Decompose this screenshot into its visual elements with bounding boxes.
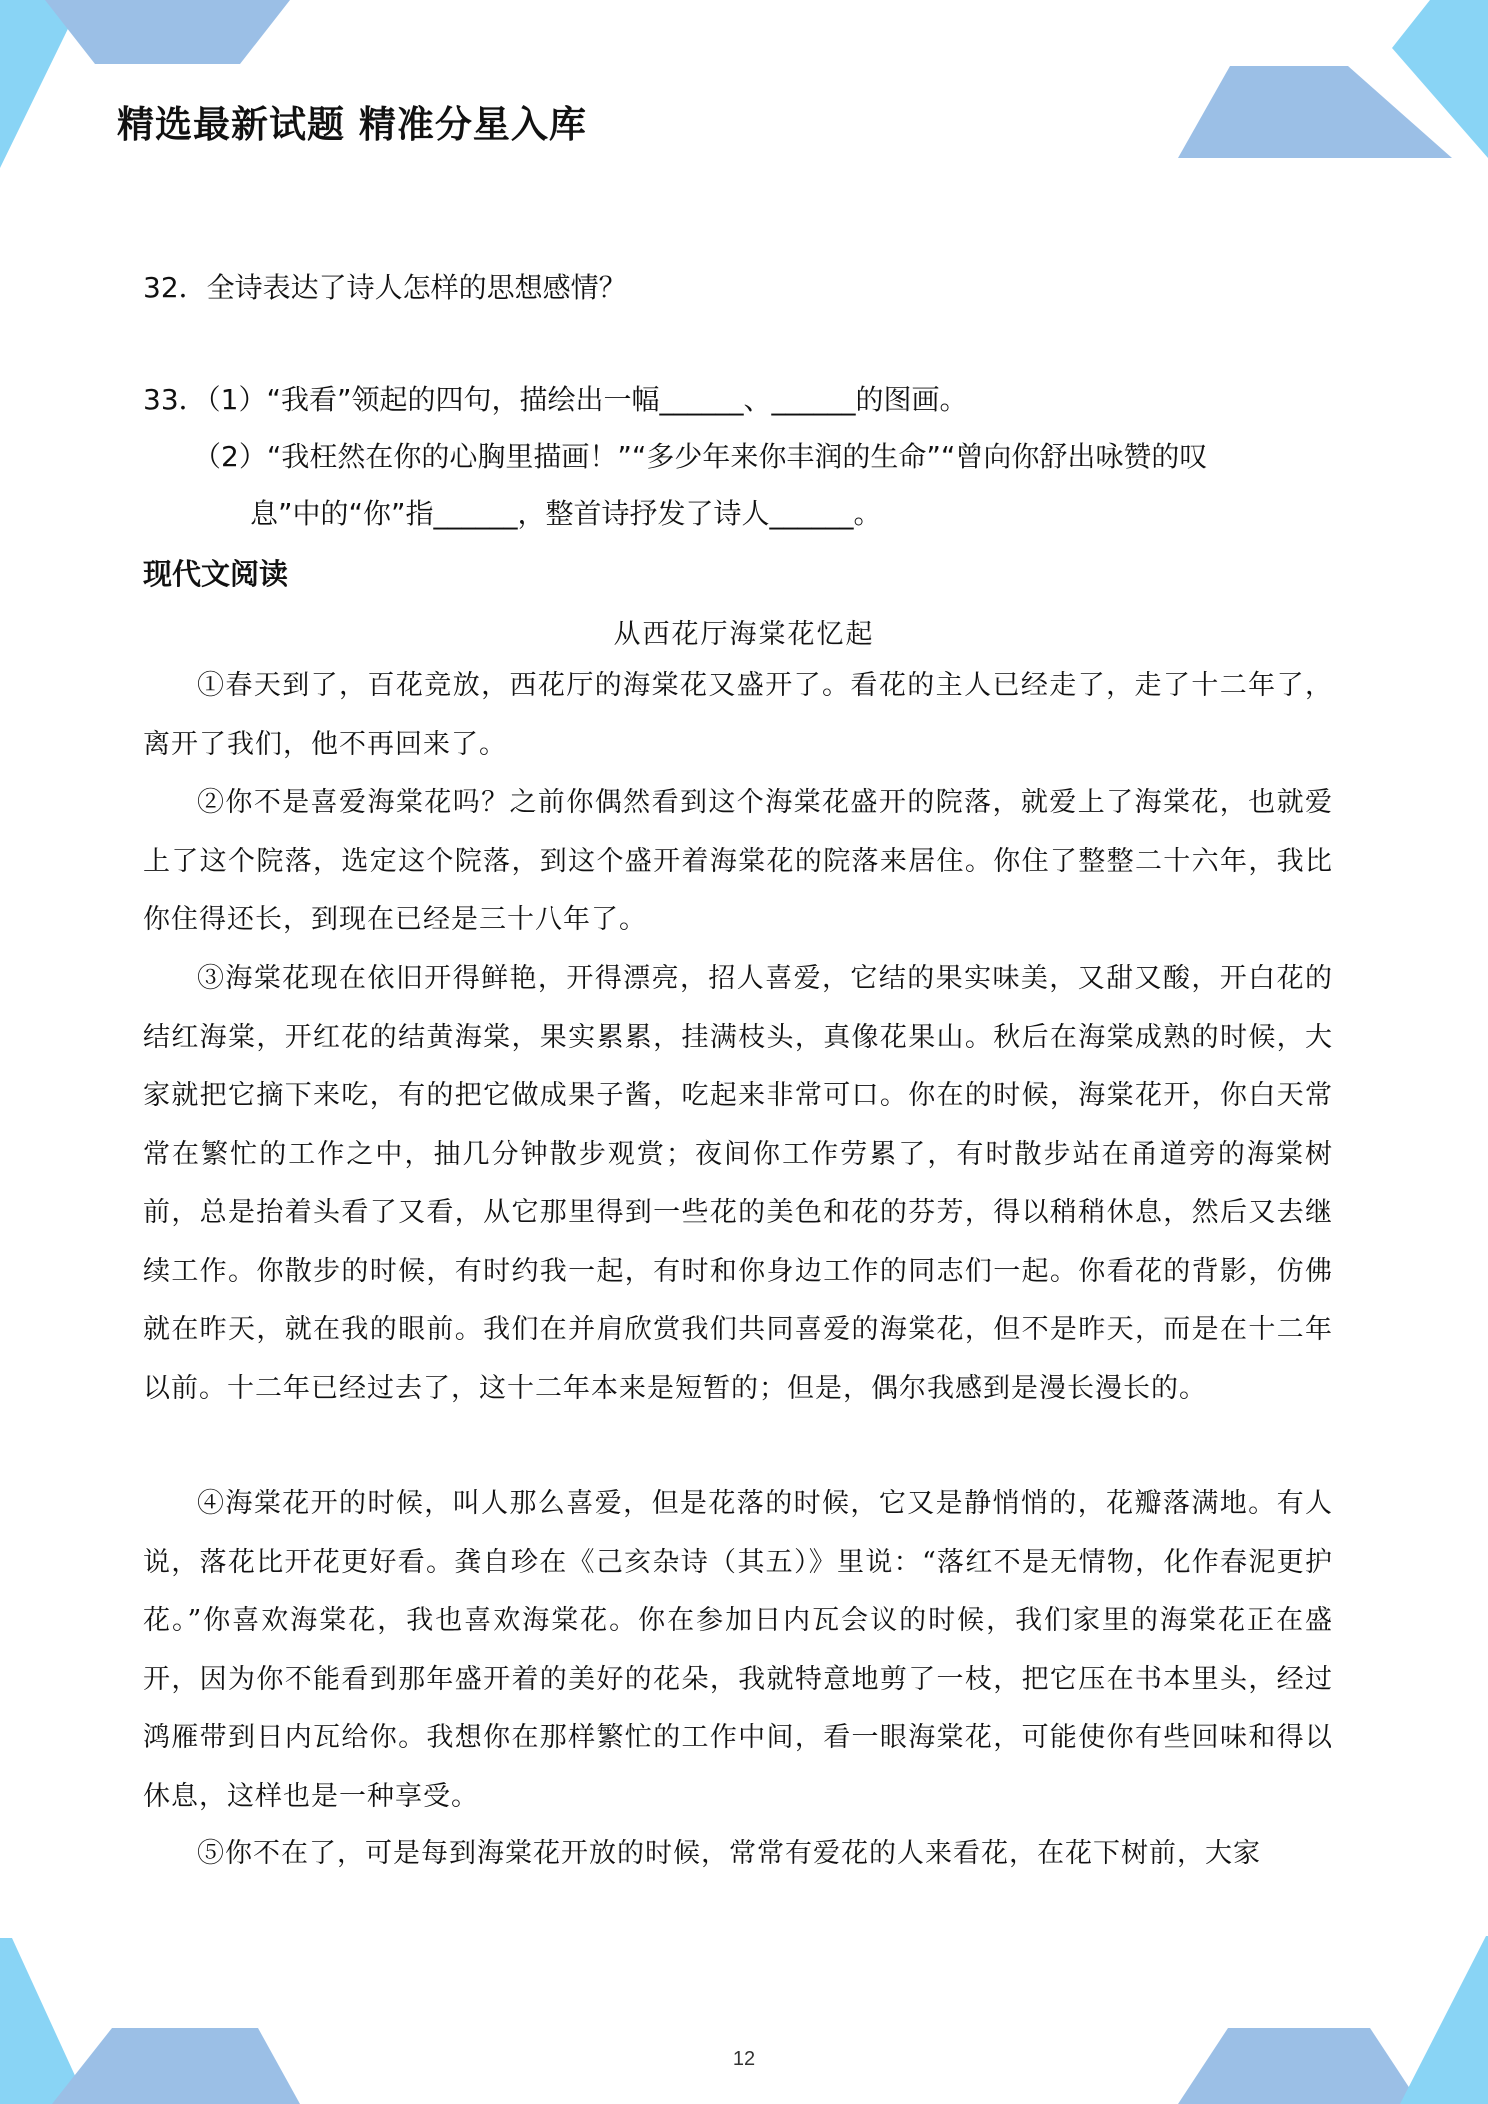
question-32: 32．全诗表达了诗人怎样的思想感情？ [143, 271, 627, 304]
bottom-right-triangle [1400, 1936, 1488, 2104]
top-right-trapezoid [1178, 66, 1452, 158]
header-title: 精选最新试题 精准分星入库 [117, 103, 587, 146]
essay-title: 从西花厅海棠花忆起 [613, 619, 875, 650]
essay-paragraph-1: ①春天到了，百花竞放，西花厅的海棠花又盛开了。看花的主人已经走了，走了十二年了，离开了我们，他不再回来了。 [143, 670, 1333, 760]
question-33-part-2-continued: 息”中的“你”指______，整首诗抒发了诗人______。 [250, 497, 882, 530]
question-33-part-1: 33．（1）“我看”领起的四句，描绘出一幅______、______的图画。 [143, 383, 968, 416]
essay-paragraph-5: ⑤你不在了，可是每到海棠花开放的时候，常常有爱花的人来看花，在花下树前，大家 [197, 1838, 1261, 1869]
question-33-part-2: （2）“我枉然在你的心胸里描画！”“多少年来你丰润的生命”“曾向你舒出咏赞的叹 [193, 440, 1208, 473]
page-number: 12 [732, 2048, 756, 2070]
essay-paragraph-3: ③海棠花现在依旧开得鲜艳，开得漂亮，招人喜爱，它结的果实味美，又甜又酸，开白花的结红海棠，开红花的结黄海棠，果实累累，挂满枝头，真像花果山。秋后在海棠成熟的时候，大家就把它摘下来吃，有的把它做成果子酱，吃起来非常可口。你在的时候，海棠花开，你白天常常在繁忙的工作之中，抽几分钟散步观赏；夜间你工作劳累了，有时散步站在甬道旁的海棠树前，总是抬着头看了又看，从它那里得到一些花的美色和花的芬芳，得以稍稍休息，然后又去继续工作。你散步的时候，有时约我一起，有时和你身边工作的同志们一起。你看花的背影，仿佛就在昨天，就在我的眼前。我们在并肩欣赏我们共同喜爱的海棠花，但不是昨天，而是在十二年以前。十二年已经过去了，这十二年本来是短暂的；但是，偶尔我感到是漫长漫长的。 [143, 963, 1333, 1404]
essay-paragraph-2: ②你不是喜爱海棠花吗？之前你偶然看到这个海棠花盛开的院落，就爱上了海棠花，也就爱上了这个院落，选定这个院落，到这个盛开着海棠花的院落来居住。你住了整整二十六年，我比你住得还长，到现在已经是三十八年了。 [143, 787, 1333, 935]
top-left-trapezoid [45, 0, 290, 64]
section-heading: 现代文阅读 [143, 557, 289, 591]
essay-paragraph-4: ④海棠花开的时候，叫人那么喜爱，但是花落的时候，它又是静悄悄的，花瓣落满地。有人说，落花比开花更好看。龚自珍在《己亥杂诗（其五）》里说：“落红不是无情物，化作春泥更护花。”你喜欢海棠花，我也喜欢海棠花。你在参加日内瓦会议的时候，我们家里的海棠花正在盛开，因为你不能看到那年盛开着的美好的花朵，我就特意地剪了一枝，把它压在书本里头，经过鸿雁带到日内瓦给你。我想你在那样繁忙的工作中间，看一眼海棠花，可能使你有些回味和得以休息，这样也是一种享受。 [143, 1488, 1333, 1812]
